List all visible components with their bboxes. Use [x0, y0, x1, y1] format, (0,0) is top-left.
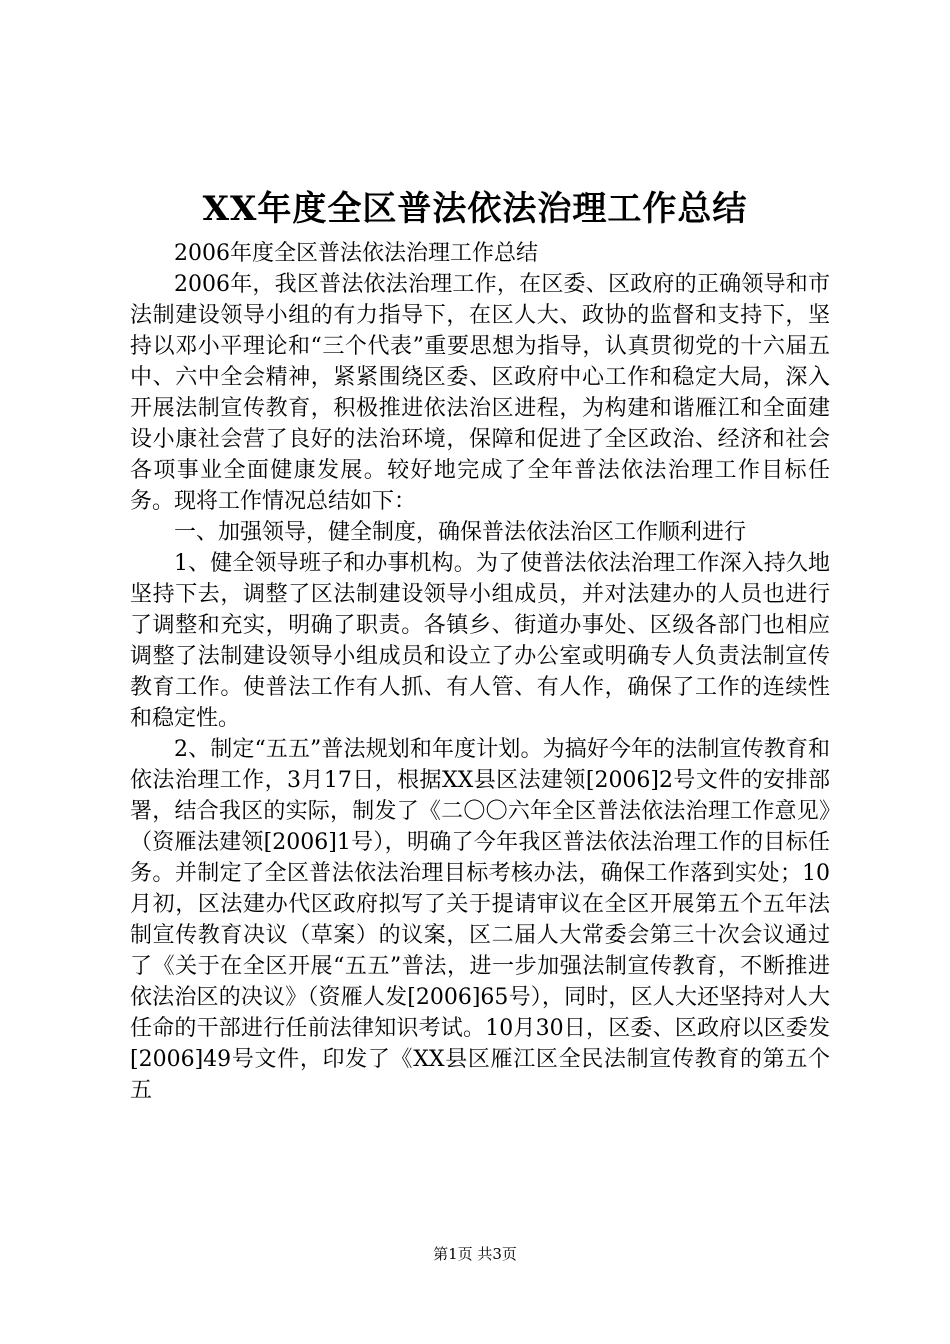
page-footer: 第1页 共3页	[433, 1245, 517, 1263]
document-body	[130, 238, 830, 1106]
body-paragraph-item-2: 2、制定“五五”普法规划和年度计划。为搞好今年的法制宣传教育和依法治理工作，3月17日，根据XX县区法建领[2006]2号文件的安排部署，结合我区的实际，制发了《二〇〇六年全区普法依法治理工作意见》（资雁法建领[2006]1号），明确了今年我区普法依法治理工作的目标任务。并制定了全区普法依法治理目标考核办法，确保工作落到实处；10月初，区法建办代区政府拟写了关于提请审议在全区开展第五个五年法制宣传教育决议（草案）的议案，区二届人大常委会第三十次会议通过了《关于在全区开展“五五”普法，进一步加强法制宣传教育，不断推进依法治区的决议》（资雁人发[2006]65号），同时，区人大还坚持对人大任命的干部进行任前法律知识考试。10月30日，区委、区政府以区委发[2006]49号文件，印发了《XX县区雁江区全民法制宣传教育的第五个五	[130, 737, 830, 1103]
section-heading-1: 一、加强领导，健全制度，确保普法依法治区工作顺利进行	[174, 520, 747, 545]
body-paragraph-item-1: 1、健全领导班子和办事机构。为了使普法依法治理工作深入持久地坚持下去，调整了区法制建设领导小组成员，并对法建办的人员也进行了调整和充实，明确了职责。各镇乡、街道办事处、区级各部门也相应调整了法制建设领导小组成员和设立了办公室或明确专人负责法制宣传教育工作。使普法工作有人抓、有人管、有人作，确保了工作的连续性和稳定性。	[130, 551, 830, 731]
body-paragraph-subtitle: 2006年度全区普法依法治理工作总结	[174, 241, 538, 266]
document-title: XX年度全区普法依法治理工作总结	[202, 189, 748, 229]
body-paragraph-intro: 2006年，我区普法依法治理工作，在区委、区政府的正确领导和市法制建设领导小组的有力指导下，在区人大、政协的监督和支持下，坚持以邓小平理论和“三个代表”重要思想为指导，认真贯彻党的十六届五中、六中全会精神，紧紧围绕区委、区政府中心工作和稳定大局，深入开展法制宣传教育，积极推进依法治区进程，为构建和谐雁江和全面建设小康社会营了良好的法治环境，保障和促进了全区政治、经济和社会各项事业全面健康发展。较好地完成了全年普法依法治理工作目标任务。现将工作情况总结如下：	[130, 272, 830, 514]
